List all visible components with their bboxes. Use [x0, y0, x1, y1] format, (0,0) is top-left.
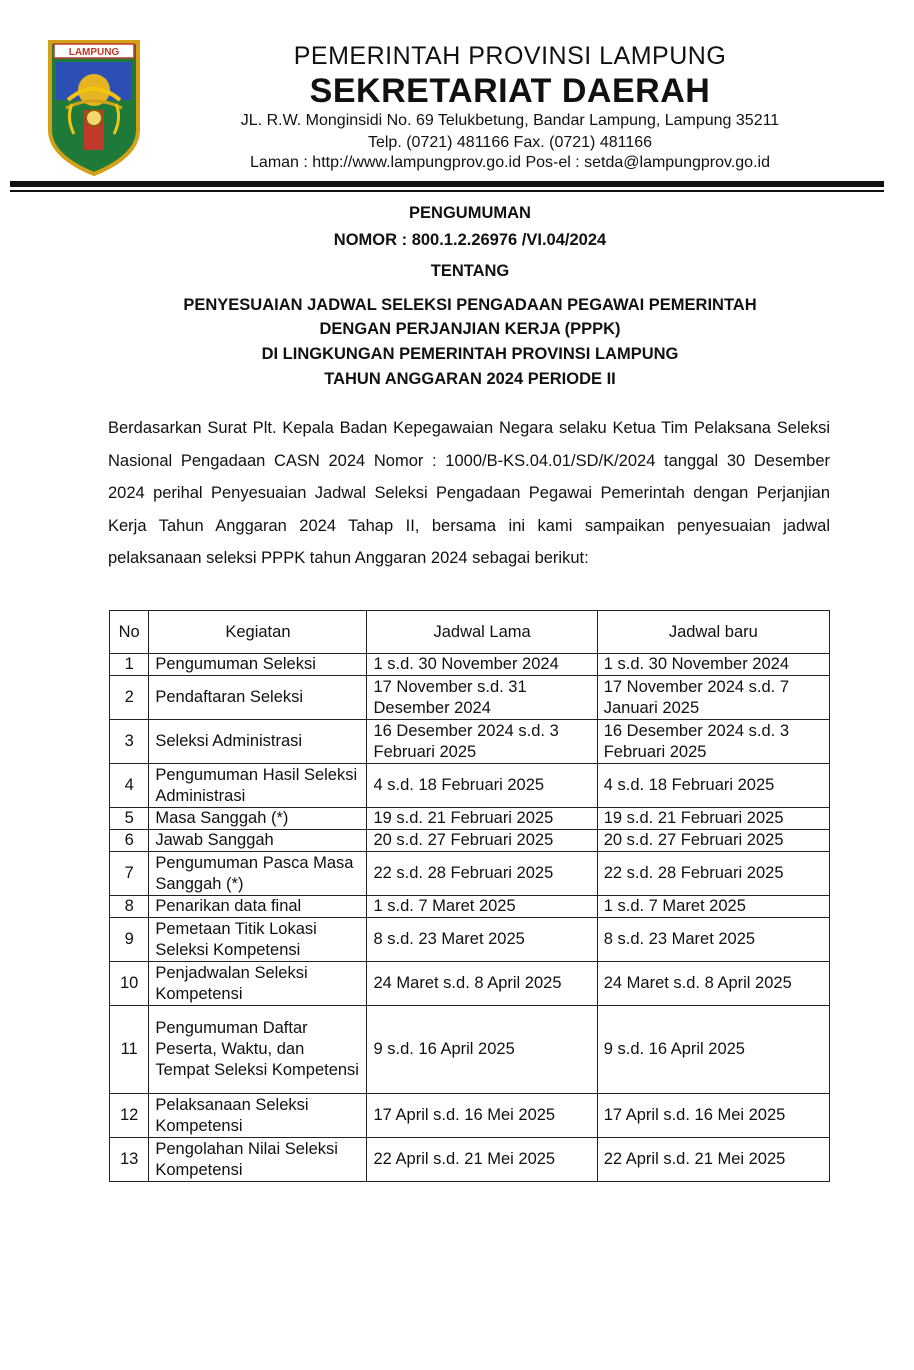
- row-number: 5: [110, 808, 149, 830]
- table-row: [110, 808, 830, 830]
- row-new-schedule: 1 s.d. 7 Maret 2025: [597, 896, 829, 918]
- row-old-schedule: 17 April s.d. 16 Mei 2025: [367, 1094, 597, 1138]
- row-new-schedule: 17 November 2024 s.d. 7 Januari 2025: [597, 676, 829, 720]
- office-name: SEKRETARIAT DAERAH: [309, 72, 711, 110]
- row-number: 3: [110, 720, 149, 764]
- row-old-schedule: 19 s.d. 21 Februari 2025: [367, 808, 597, 830]
- subject-line: TAHUN ANGGARAN 2024 PERIODE II: [324, 370, 616, 388]
- row-new-schedule: 17 April s.d. 16 Mei 2025: [597, 1094, 829, 1138]
- row-number: 11: [110, 1006, 149, 1094]
- table-row: [110, 654, 830, 676]
- table-row: [110, 1094, 830, 1138]
- row-old-schedule: 22 s.d. 28 Februari 2025: [367, 852, 597, 896]
- schedule-table: [109, 610, 830, 1182]
- row-activity: Pengolahan Nilai Seleksi Kompetensi: [149, 1138, 367, 1182]
- subject-line: DENGAN PERJANJIAN KERJA (PPPK): [319, 320, 621, 338]
- row-activity: Masa Sanggah (*): [149, 808, 367, 830]
- row-number: 1: [110, 654, 149, 676]
- table-row: [110, 720, 830, 764]
- row-new-schedule: 9 s.d. 16 April 2025: [597, 1006, 829, 1094]
- subject-line: PENYESUAIAN JADWAL SELEKSI PENGADAAN PEGAWAI PEMERINTAH: [183, 296, 757, 314]
- table-row: [110, 962, 830, 1006]
- row-number: 9: [110, 918, 149, 962]
- office-phone: Telp. (0721) 481166 Fax. (0721) 481166: [367, 134, 653, 151]
- row-activity: Pengumuman Daftar Peserta, Waktu, dan Tempat Seleksi Kompetensi: [149, 1006, 367, 1094]
- table-row: [110, 852, 830, 896]
- row-new-schedule: 22 s.d. 28 Februari 2025: [597, 852, 829, 896]
- office-address: JL. R.W. Monginsidi No. 69 Telukbetung, Bandar Lampung, Lampung 35211: [240, 112, 780, 129]
- column-header-no: No: [110, 611, 149, 654]
- row-new-schedule: 19 s.d. 21 Februari 2025: [597, 808, 829, 830]
- row-new-schedule: 8 s.d. 23 Maret 2025: [597, 918, 829, 962]
- row-activity: Pengumuman Seleksi: [149, 654, 367, 676]
- row-old-schedule: 1 s.d. 7 Maret 2025: [367, 896, 597, 918]
- row-activity: Seleksi Administrasi: [149, 720, 367, 764]
- row-old-schedule: 22 April s.d. 21 Mei 2025: [367, 1138, 597, 1182]
- table-row: [110, 918, 830, 962]
- row-activity: Pengumuman Hasil Seleksi Administrasi: [149, 764, 367, 808]
- row-activity: Jawab Sanggah: [149, 830, 367, 852]
- row-number: 6: [110, 830, 149, 852]
- table-row: [110, 830, 830, 852]
- table-row: [110, 676, 830, 720]
- row-number: 12: [110, 1094, 149, 1138]
- row-old-schedule: 16 Desember 2024 s.d. 3 Februari 2025: [367, 720, 597, 764]
- row-number: 2: [110, 676, 149, 720]
- announcement-number: NOMOR : 800.1.2.26976 /VI.04/2024: [333, 231, 607, 249]
- column-header-kegiatan: Kegiatan: [149, 611, 367, 654]
- row-activity: Pemetaan Titik Lokasi Seleksi Kompetensi: [149, 918, 367, 962]
- header-rule-thick: [10, 181, 884, 187]
- row-number: 13: [110, 1138, 149, 1182]
- row-activity: Penjadwalan Seleksi Kompetensi: [149, 962, 367, 1006]
- row-activity: Penarikan data final: [149, 896, 367, 918]
- table-row: [110, 1138, 830, 1182]
- table-row: [110, 896, 830, 918]
- svg-text:LAMPUNG: LAMPUNG: [68, 47, 120, 58]
- row-new-schedule: 1 s.d. 30 November 2024: [597, 654, 829, 676]
- row-new-schedule: 22 April s.d. 21 Mei 2025: [597, 1138, 829, 1182]
- row-old-schedule: 24 Maret s.d. 8 April 2025: [367, 962, 597, 1006]
- letterhead: [0, 0, 914, 200]
- column-header-jadwal-baru: Jadwal baru: [597, 611, 829, 654]
- government-name: PEMERINTAH PROVINSI LAMPUNG: [293, 42, 727, 70]
- column-header-jadwal-lama: Jadwal Lama: [367, 611, 597, 654]
- table-header-row: [110, 611, 830, 654]
- row-new-schedule: 24 Maret s.d. 8 April 2025: [597, 962, 829, 1006]
- row-new-schedule: 20 s.d. 27 Februari 2025: [597, 830, 829, 852]
- row-activity: Pendaftaran Seleksi: [149, 676, 367, 720]
- row-new-schedule: 4 s.d. 18 Februari 2025: [597, 764, 829, 808]
- row-number: 4: [110, 764, 149, 808]
- row-activity: Pengumuman Pasca Masa Sanggah (*): [149, 852, 367, 896]
- table-row: [110, 1006, 830, 1094]
- row-old-schedule: 20 s.d. 27 Februari 2025: [367, 830, 597, 852]
- row-old-schedule: 17 November s.d. 31 Desember 2024: [367, 676, 597, 720]
- header-rule-thin: [10, 190, 884, 192]
- row-new-schedule: 16 Desember 2024 s.d. 3 Februari 2025: [597, 720, 829, 764]
- row-number: 10: [110, 962, 149, 1006]
- lampung-emblem-icon: [44, 38, 144, 178]
- row-old-schedule: 1 s.d. 30 November 2024: [367, 654, 597, 676]
- row-number: 7: [110, 852, 149, 896]
- announcement-about: TENTANG: [430, 262, 510, 280]
- office-web: Laman : http://www.lampungprov.go.id Pos-el : setda@lampungprov.go.id: [250, 154, 770, 171]
- row-old-schedule: 9 s.d. 16 April 2025: [367, 1006, 597, 1094]
- body-paragraph: Berdasarkan Surat Plt. Kepala Badan Kepegawaian Negara selaku Ketua Tim Pelaksana Seleksi Nasional Pengadaan CASN 2024 Nomor : 1000/B-KS.04.01/SD/K/2024 tanggal 30 Desember 2024 perihal Penyesuaian Jadwal Seleksi Pengadaan Pegawai Pemerintah dengan Perjanjian Kerja Tahun Anggaran 2024 Tahap II, bersama ini kami sampaikan penyesuaian jadwal pelaksanaan seleksi PPPK tahun Anggaran 2024 sebagai berikut:: [108, 419, 830, 567]
- row-old-schedule: 8 s.d. 23 Maret 2025: [367, 918, 597, 962]
- row-activity: Pelaksanaan Seleksi Kompetensi: [149, 1094, 367, 1138]
- row-number: 8: [110, 896, 149, 918]
- announcement-heading: PENGUMUMAN: [409, 204, 531, 222]
- row-old-schedule: 4 s.d. 18 Februari 2025: [367, 764, 597, 808]
- subject-line: DI LINGKUNGAN PEMERINTAH PROVINSI LAMPUNG: [261, 345, 679, 363]
- table-row: [110, 764, 830, 808]
